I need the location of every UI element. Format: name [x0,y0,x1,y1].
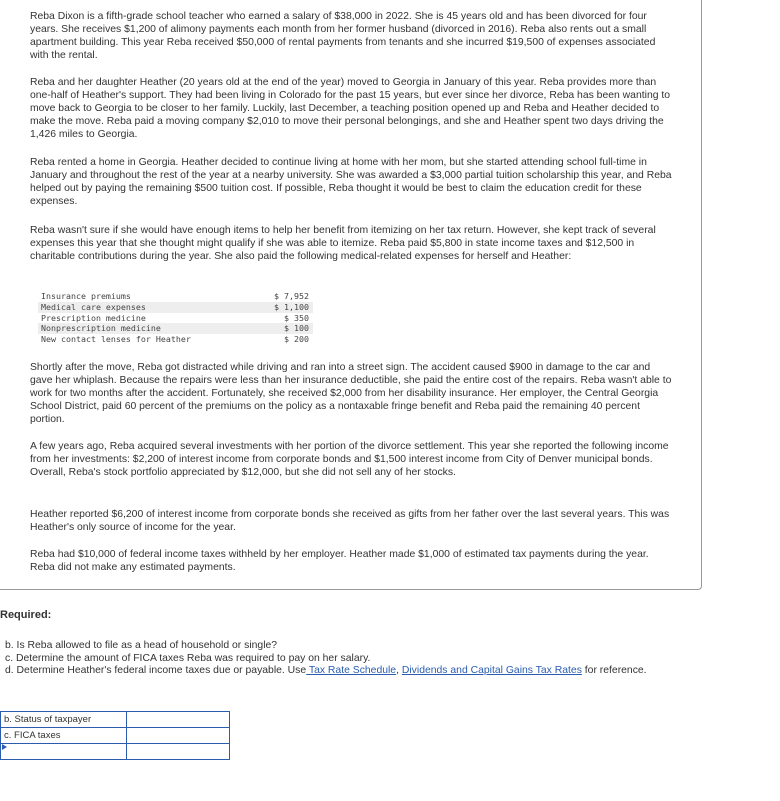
expense-label: Insurance premiums [41,291,131,301]
paragraph-withholding: Reba had $10,000 of federal income taxes withheld by her employer. Heather made $1,000 of estimated tax payments during the year. Reba did not make any estimated payments. [30,549,649,573]
paragraph-investments: A few years ago, Reba acquired several investments with her portion of the divorce settlement. This year she reported the following income from her investments: $2,200 of interest income from corporate bonds and $1,500 interest income from City of Denver municipal bonds. Overall, Reba's stock portfolio appreciated by $12,000, but she did not sell any of her stocks. [30,441,669,478]
paragraph-itemize: Reba wasn't sure if she would have enough items to help her benefit from itemizing on her tax return. However, she kept track of several expenses this year that she thought might qualify if she was able to itemize. Reba paid $5,800 in state income taxes and $12,500 in charitable contributions during the year. She also paid the following medical-related expenses for herself and Heather: [30,225,656,262]
answer-label-fica: c. FICA taxes [1,728,127,744]
answer-d-label-input[interactable] [1,744,126,759]
answer-table [0,711,230,760]
expense-label: New contact lenses for Heather [41,334,191,345]
paragraph-intro: Reba Dixon is a fifth-grade school teacher who earned a salary of $38,000 in 2022. She is 45 years old and has been divorced for four years. She receives $1,200 of alimony payments each month from her former husband (divorced in 2016). Reba also rents out a small apartment building. This year Reba received $50,000 of rental payments from tenants and she incurred $19,500 of expenses associated with the rental. [30,11,656,61]
dividends-capital-gains-link[interactable]: Dividends and Capital Gains Tax Rates [401,665,582,676]
row-marker-icon [2,744,7,750]
required-heading: Required: [0,609,52,621]
tax-rate-schedule-link[interactable]: Tax Rate Schedule [306,665,397,676]
expense-amount: $ 350 [284,312,309,323]
required-item-d-suffix: for reference. [581,665,647,676]
expense-amount: $ 1,100 [255,302,313,313]
table-row [38,291,313,302]
expense-label: Medical care expenses [38,302,255,313]
paragraph-accident: Shortly after the move, Reba got distracted while driving and ran into a street sign. The accident caused $900 in damage to the car and gave her whiplash. Because the repairs were less than her insurance deductible, she paid the entire cost of the repairs. Reba wasn't able to work for two months after the accident. Fortunately, she received $2,000 from her disability insurance. Her employer, the Central Georgia School District, paid 60 percent of the premiums on the policy as a nontaxable fringe benefit and Reba paid the remaining 40 percent portion. [30,362,672,425]
answer-cell-d [127,744,230,760]
answer-d-value-input[interactable] [127,744,229,759]
answer-label-status: b. Status of taxpayer [1,712,127,728]
required-list [5,640,685,678]
table-row [1,728,230,744]
expense-amount: $ 100 [255,323,313,334]
expense-label: Nonprescription medicine [38,323,255,334]
required-item-b: b. Is Reba allowed to file as a head of household or single? [5,640,278,651]
required-item-d-text: d. Determine Heather's federal income taxes due or payable. Use [5,665,307,676]
expense-amount: $ 7,952 [274,291,309,301]
fica-taxes-input[interactable] [127,728,229,743]
table-row [38,302,313,313]
status-of-taxpayer-input[interactable] [127,712,229,727]
answer-cell-fica [127,728,230,744]
table-row [1,712,230,728]
paragraph-heather-income: Heather reported $6,200 of interest income from corporate bonds she received as gifts from her father over the last several years. This was Heather's only source of income for the year. [30,509,670,533]
table-row [38,313,313,324]
expense-amount: $ 200 [284,334,309,345]
paragraph-education: Reba rented a home in Georgia. Heather decided to continue living at home with her mom, but she started attending school full-time in January and throughout the rest of the year at a nearby university. She was awarded a $3,000 partial tuition scholarship this year, and Reba helped out by paying the remaining $500 tuition cost. If possible, Reba thought it would be best to claim the education credit for these expenses. [30,157,672,207]
table-row [38,323,313,334]
required-item-d [5,665,685,678]
paragraph-move: Reba and her daughter Heather (20 years old at the end of the year) moved to Georgia in January of this year. Reba provides more than one-half of Heather's support. They had been living in Colorado for the past 15 years, but ever since her divorce, Reba has been wanting to move back to Georgia to be closer to her family. Luckily, last December, a teaching position opened up and Reba and Heather decided to make the move. Reba paid a moving company $2,010 to move their personal belongings, and she and Heather spent two days driving the 1,426 miles to Georgia. [30,77,671,140]
table-row [38,334,313,345]
medical-expenses-table [38,291,313,345]
answer-label-d [1,744,127,760]
link-separator: , [396,665,402,676]
expense-label: Prescription medicine [41,312,146,323]
answer-cell-status [127,712,230,728]
table-row [1,744,230,760]
required-item-c: c. Determine the amount of FICA taxes Reba was required to pay on her salary. [5,652,371,664]
